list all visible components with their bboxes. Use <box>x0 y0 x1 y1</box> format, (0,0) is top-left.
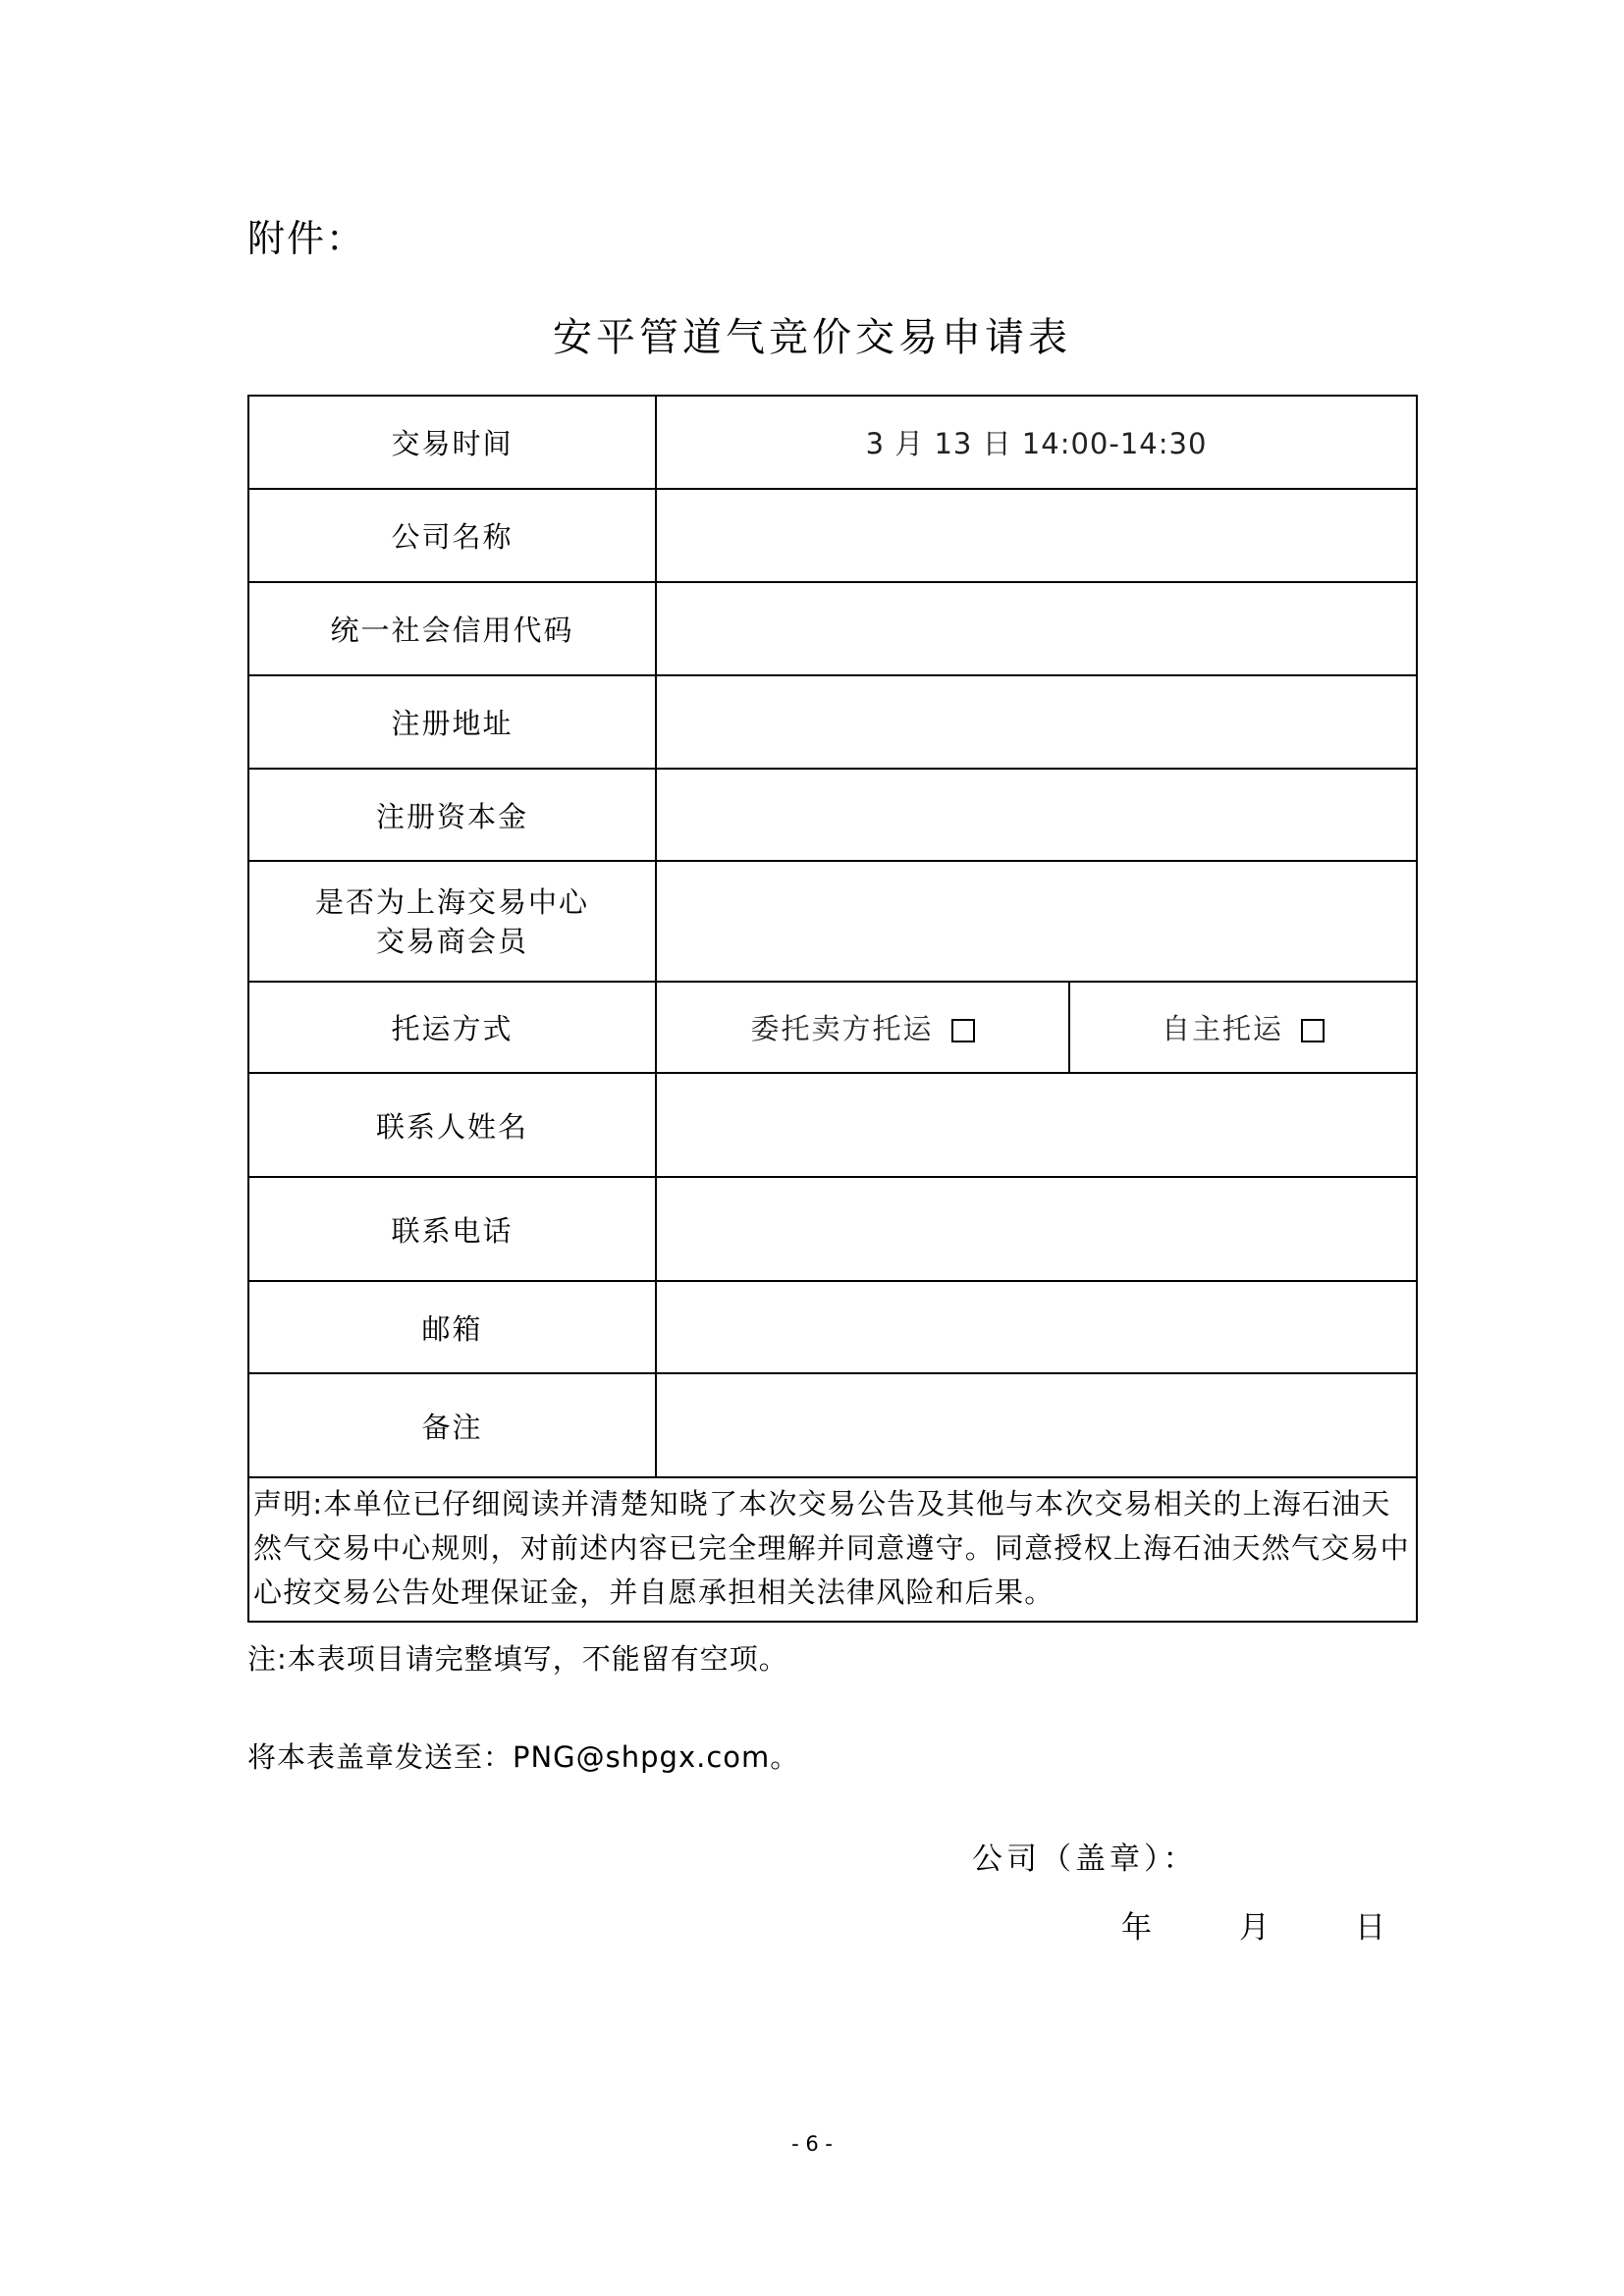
company-name-field[interactable] <box>656 489 1417 582</box>
remarks-field[interactable] <box>656 1373 1417 1477</box>
row-registered-capital <box>248 769 1417 861</box>
option-self-shipping-label: 自主托运 <box>1161 1012 1283 1045</box>
member-status-label-line2: 交易商会员 <box>375 924 528 958</box>
row-remarks <box>248 1373 1417 1477</box>
date-day-label: 日 <box>1355 1910 1385 1946</box>
option-self-shipping[interactable] <box>1069 982 1417 1073</box>
email-label: 邮箱 <box>248 1281 656 1373</box>
registered-capital-label: 注册资本金 <box>248 769 656 861</box>
page-number: - 6 - <box>791 2132 833 2156</box>
send-instruction: 将本表盖章发送至：PNG@shpgx.com。 <box>247 1740 800 1774</box>
member-status-label-line1: 是否为上海交易中心 <box>314 884 589 919</box>
contact-name-label: 联系人姓名 <box>248 1073 656 1177</box>
registered-address-field[interactable] <box>656 675 1417 769</box>
row-company-name <box>248 489 1417 582</box>
date-year-label: 年 <box>1121 1910 1152 1946</box>
application-form-table <box>247 395 1418 1623</box>
attachment-label: 附件： <box>247 217 366 260</box>
company-name-label: 公司名称 <box>248 489 656 582</box>
date-month-label: 月 <box>1239 1910 1270 1946</box>
checkbox-icon[interactable] <box>1301 1019 1325 1042</box>
row-credit-code <box>248 582 1417 675</box>
row-email <box>248 1281 1417 1373</box>
credit-code-label: 统一社会信用代码 <box>248 582 656 675</box>
row-trade-time <box>248 396 1417 489</box>
checkbox-icon[interactable] <box>951 1019 975 1042</box>
row-shipping-method <box>248 982 1417 1073</box>
trade-time-label: 交易时间 <box>248 396 656 489</box>
member-status-field[interactable] <box>656 861 1417 982</box>
fill-note: 注:本表项目请完整填写，不能留有空项。 <box>247 1642 788 1676</box>
company-seal-label: 公司（盖章）： <box>972 1842 1198 1877</box>
registered-capital-field[interactable] <box>656 769 1417 861</box>
option-seller-shipping[interactable] <box>656 982 1069 1073</box>
form-title: 安平管道气竞价交易申请表 <box>553 315 1071 360</box>
contact-phone-field[interactable] <box>656 1177 1417 1281</box>
contact-phone-label: 联系电话 <box>248 1177 656 1281</box>
row-contact-phone <box>248 1177 1417 1281</box>
email-field[interactable] <box>656 1281 1417 1373</box>
trade-time-value: 3 月 13 日 14:00-14:30 <box>656 396 1417 489</box>
row-contact-name <box>248 1073 1417 1177</box>
remarks-label: 备注 <box>248 1373 656 1477</box>
shipping-method-label: 托运方式 <box>248 982 656 1073</box>
option-seller-shipping-label: 委托卖方托运 <box>750 1012 934 1045</box>
member-status-label <box>248 861 656 982</box>
declaration-text: 声明:本单位已仔细阅读并清楚知晓了本次交易公告及其他与本次交易相关的上海石油天然气交易中心规则，对前述内容已完全理解并同意遵守。同意授权上海石油天然气交易中心按交易公告处理保证金，并自愿承担相关法律风险和后果。 <box>248 1477 1417 1622</box>
credit-code-field[interactable] <box>656 582 1417 675</box>
row-declaration <box>248 1477 1417 1622</box>
row-registered-address <box>248 675 1417 769</box>
row-member-status <box>248 861 1417 982</box>
contact-name-field[interactable] <box>656 1073 1417 1177</box>
registered-address-label: 注册地址 <box>248 675 656 769</box>
